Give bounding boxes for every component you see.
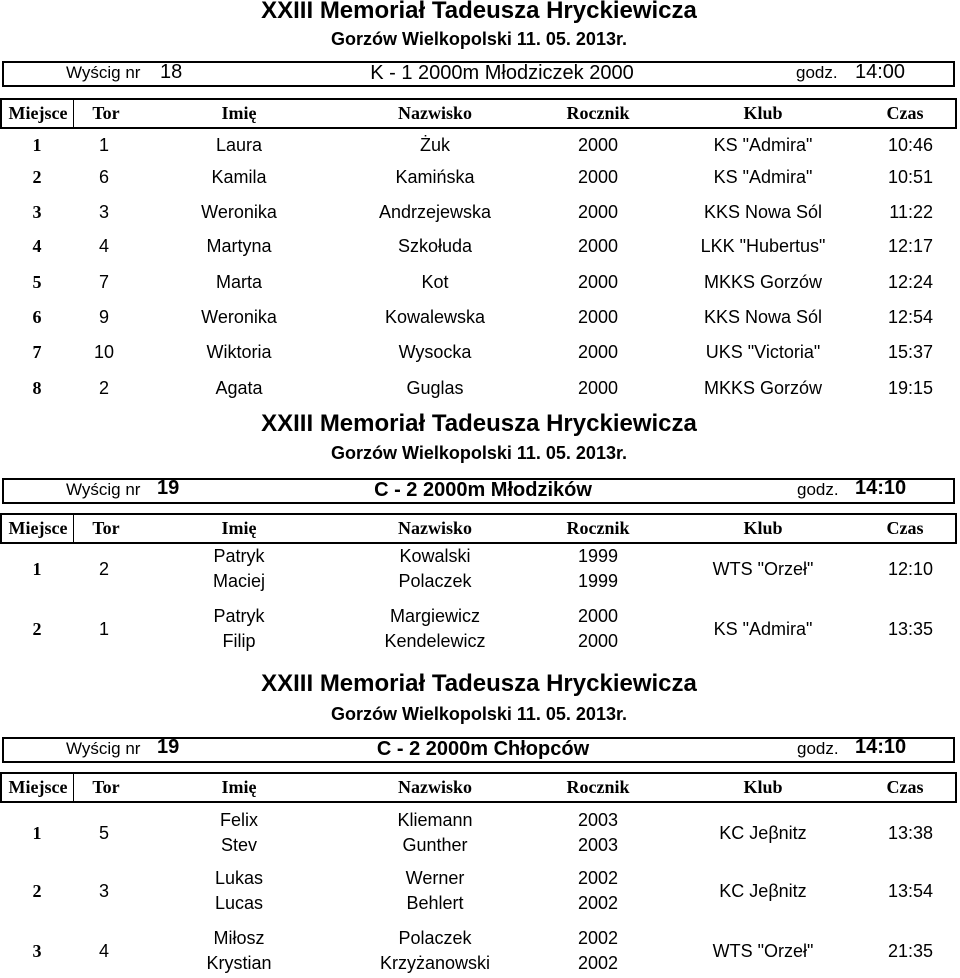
- race-category: C - 2 2000m Chłopców: [376, 738, 590, 760]
- member-year: 1999: [577, 571, 619, 591]
- row-time: 21:35: [887, 941, 933, 961]
- member-surname: Polaczek: [398, 571, 472, 591]
- results-header: [0, 513, 957, 544]
- results-header: [0, 98, 957, 129]
- row-surname: Żuk: [419, 135, 451, 155]
- row-time: 13:35: [887, 619, 933, 639]
- row-club: LKK "Hubertus": [700, 236, 826, 256]
- row-lane: 1: [98, 619, 110, 639]
- row-surname: Kamińska: [395, 167, 475, 187]
- row-year: 2000: [577, 342, 619, 362]
- member-surname: Kendelewicz: [384, 631, 486, 651]
- row-lane: 6: [98, 167, 110, 187]
- race-start-time: 14:10: [855, 477, 907, 499]
- row-first-name: Weronika: [201, 202, 277, 222]
- member-first-name: Filip: [222, 631, 256, 651]
- row-club: WTS "Orzeł": [712, 941, 814, 961]
- row-surname: Guglas: [406, 378, 464, 398]
- row-surname: Wysocka: [398, 342, 472, 362]
- header-year: Rocznik: [566, 777, 630, 797]
- header-place: Miejsce: [8, 103, 68, 123]
- header-place: Miejsce: [8, 777, 68, 797]
- event-subtitle: Gorzów Wielkopolski 11. 05. 2013r.: [331, 443, 627, 463]
- event-subtitle: Gorzów Wielkopolski 11. 05. 2013r.: [331, 704, 627, 724]
- member-surname: Behlert: [406, 893, 464, 913]
- race-category: C - 2 2000m Młodzików: [374, 479, 592, 501]
- member-year: 2000: [577, 631, 619, 651]
- row-place: 3: [32, 941, 42, 961]
- row-place: 3: [32, 202, 42, 222]
- row-time: 13:54: [887, 881, 933, 901]
- race-number: 19: [157, 736, 180, 758]
- row-club: KC Jeβnitz: [719, 881, 807, 901]
- race-label: Wyścig nr: [66, 63, 141, 82]
- header-first-name: Imię: [221, 777, 257, 797]
- row-club: KS "Admira": [713, 135, 813, 155]
- member-year: 2002: [577, 928, 619, 948]
- row-place: 2: [32, 619, 42, 639]
- row-time: 12:17: [887, 236, 933, 256]
- header-club: Klub: [743, 103, 783, 123]
- row-club: MKKS Gorzów: [703, 272, 823, 292]
- header-club: Klub: [743, 518, 783, 538]
- header-lane: Tor: [92, 777, 120, 797]
- row-first-name: Wiktoria: [206, 342, 272, 362]
- member-surname: Gunther: [402, 835, 468, 855]
- row-lane: 9: [98, 307, 110, 327]
- race-start-time: 14:00: [855, 61, 906, 83]
- row-lane: 1: [98, 135, 110, 155]
- row-place: 2: [32, 881, 42, 901]
- race-number: 19: [157, 477, 180, 499]
- row-place: 6: [32, 307, 42, 327]
- member-first-name: Miłosz: [213, 928, 265, 948]
- row-club: UKS "Victoria": [705, 342, 821, 362]
- race-start-time: 14:10: [855, 736, 907, 758]
- row-club: KKS Nowa Sól: [703, 307, 823, 327]
- row-time: 10:46: [887, 135, 933, 155]
- header-year: Rocznik: [566, 518, 630, 538]
- row-lane: 3: [98, 202, 110, 222]
- header-time: Czas: [886, 518, 924, 538]
- member-first-name: Stev: [220, 835, 258, 855]
- row-place: 8: [32, 378, 42, 398]
- row-surname: Kot: [421, 272, 449, 292]
- row-time: 15:37: [887, 342, 933, 362]
- row-year: 2000: [577, 378, 619, 398]
- member-year: 2003: [577, 810, 619, 830]
- header-first-name: Imię: [221, 518, 257, 538]
- row-year: 2000: [577, 202, 619, 222]
- row-surname: Andrzejewska: [378, 202, 492, 222]
- event-title: XXIII Memoriał Tadeusza Hryckiewicza: [261, 670, 697, 697]
- row-time: 12:54: [887, 307, 933, 327]
- row-year: 2000: [577, 307, 619, 327]
- row-lane: 3: [98, 881, 110, 901]
- row-first-name: Marta: [215, 272, 263, 292]
- member-first-name: Krystian: [206, 953, 272, 973]
- row-time: 12:10: [887, 559, 933, 579]
- row-first-name: Agata: [215, 378, 263, 398]
- race-time-label: godz.: [796, 63, 838, 82]
- row-year: 2000: [577, 272, 619, 292]
- header-lane: Tor: [92, 518, 120, 538]
- header-lane: Tor: [92, 103, 120, 123]
- row-place: 5: [32, 272, 42, 292]
- row-year: 2000: [577, 135, 619, 155]
- row-first-name: Kamila: [211, 167, 267, 187]
- member-first-name: Lukas: [214, 868, 264, 888]
- row-club: KC Jeβnitz: [719, 823, 807, 843]
- row-year: 2000: [577, 236, 619, 256]
- row-club: WTS "Orzeł": [712, 559, 814, 579]
- row-lane: 10: [93, 342, 115, 362]
- row-lane: 2: [98, 378, 110, 398]
- row-place: 1: [32, 559, 42, 579]
- header-club: Klub: [743, 777, 783, 797]
- event-title: XXIII Memoriał Tadeusza Hryckiewicza: [261, 0, 697, 24]
- race-number: 18: [160, 61, 183, 83]
- race-category: K - 1 2000m Młodziczek 2000: [370, 62, 634, 84]
- event-title: XXIII Memoriał Tadeusza Hryckiewicza: [261, 410, 697, 437]
- member-surname: Werner: [405, 868, 465, 888]
- header-time: Czas: [886, 103, 924, 123]
- member-surname: Kliemann: [397, 810, 473, 830]
- row-year: 2000: [577, 167, 619, 187]
- row-surname: Szkołuda: [397, 236, 473, 256]
- member-first-name: Lucas: [214, 893, 264, 913]
- member-first-name: Felix: [219, 810, 259, 830]
- row-time: 19:15: [887, 378, 933, 398]
- member-year: 1999: [577, 546, 619, 566]
- member-surname: Krzyżanowski: [379, 953, 491, 973]
- row-place: 7: [32, 342, 42, 362]
- header-surname: Nazwisko: [397, 777, 473, 797]
- race-time-label: godz.: [797, 480, 839, 499]
- row-place: 2: [32, 167, 42, 187]
- row-lane: 2: [98, 559, 110, 579]
- member-first-name: Maciej: [212, 571, 266, 591]
- results-header: [0, 772, 957, 803]
- row-first-name: Martyna: [206, 236, 272, 256]
- row-lane: 5: [98, 823, 110, 843]
- row-place: 4: [32, 236, 42, 256]
- member-year: 2000: [577, 606, 619, 626]
- event-subtitle: Gorzów Wielkopolski 11. 05. 2013r.: [331, 29, 627, 49]
- member-first-name: Patryk: [213, 546, 265, 566]
- row-club: KS "Admira": [713, 619, 813, 639]
- header-place: Miejsce: [8, 518, 68, 538]
- header-first-name: Imię: [221, 103, 257, 123]
- row-place: 1: [32, 823, 42, 843]
- header-surname: Nazwisko: [397, 518, 473, 538]
- member-year: 2002: [577, 893, 619, 913]
- row-time: 10:51: [887, 167, 933, 187]
- row-time: 11:22: [889, 202, 933, 222]
- member-year: 2003: [577, 835, 619, 855]
- row-club: KKS Nowa Sól: [703, 202, 823, 222]
- member-surname: Polaczek: [398, 928, 472, 948]
- race-label: Wyścig nr: [66, 480, 141, 499]
- row-club: KS "Admira": [713, 167, 813, 187]
- race-label: Wyścig nr: [66, 739, 141, 758]
- row-lane: 4: [98, 236, 110, 256]
- row-place: 1: [32, 135, 42, 155]
- member-year: 2002: [577, 953, 619, 973]
- row-club: MKKS Gorzów: [703, 378, 823, 398]
- row-time: 13:38: [887, 823, 933, 843]
- header-year: Rocznik: [566, 103, 630, 123]
- member-first-name: Patryk: [213, 606, 265, 626]
- header-surname: Nazwisko: [397, 103, 473, 123]
- row-lane: 4: [98, 941, 110, 961]
- race-time-label: godz.: [797, 739, 839, 758]
- row-surname: Kowalewska: [384, 307, 486, 327]
- row-lane: 7: [98, 272, 110, 292]
- row-first-name: Weronika: [201, 307, 277, 327]
- row-first-name: Laura: [215, 135, 263, 155]
- member-year: 2002: [577, 868, 619, 888]
- header-time: Czas: [886, 777, 924, 797]
- member-surname: Kowalski: [399, 546, 471, 566]
- member-surname: Margiewicz: [389, 606, 481, 626]
- row-time: 12:24: [887, 272, 933, 292]
